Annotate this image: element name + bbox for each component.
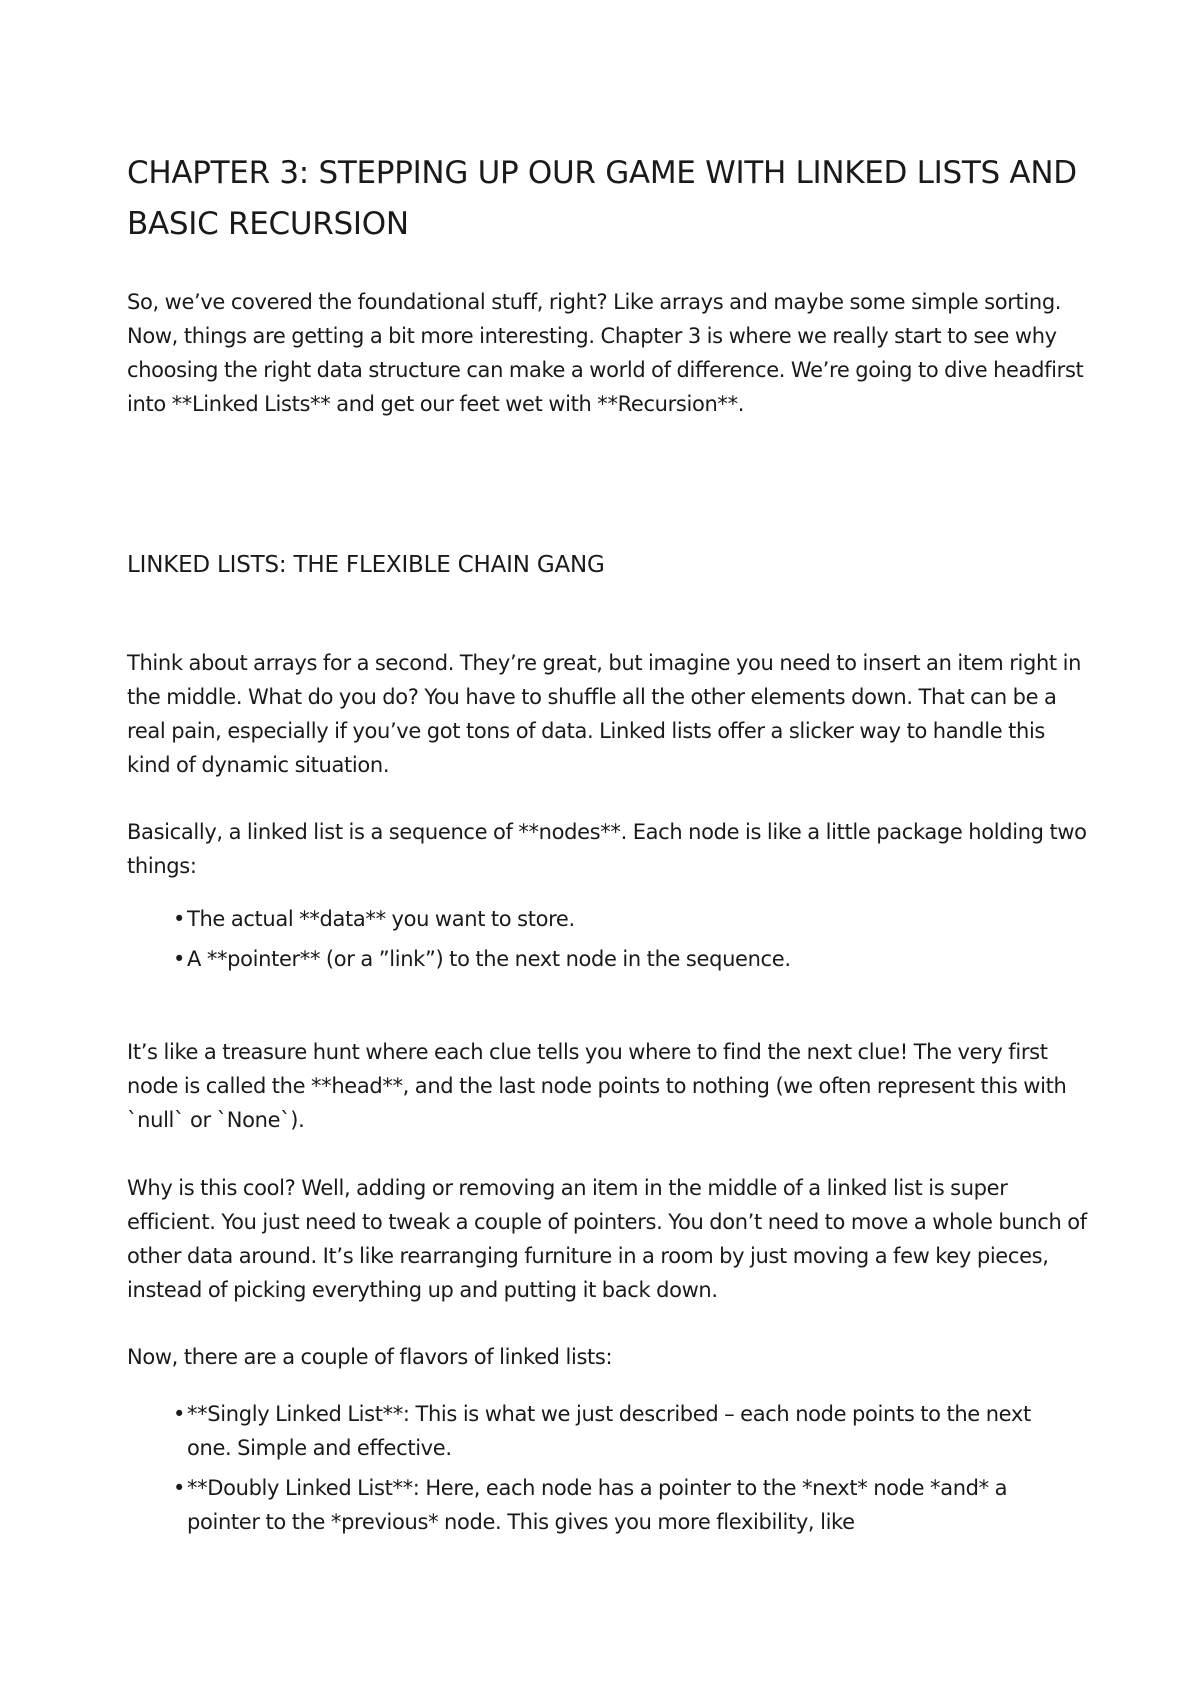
bullet-icon: •	[173, 947, 186, 971]
list-flavors	[173, 1397, 1073, 1545]
chapter-title: CHAPTER 3: STEPPING UP OUR GAME WITH LINKED LISTS AND BASIC RECURSION	[127, 155, 1077, 242]
paragraph-treasure-hunt: It’s like a treasure hunt where each clue tells you where to find the next clue! The very first node is called the **head**, and the last node points to nothing (we often represent this with `null` or `None`).	[127, 1040, 1067, 1132]
bullet-icon: •	[173, 1476, 186, 1500]
list-item-text: The actual **data** you want to store.	[187, 907, 575, 931]
paragraph-flavors: Now, there are a couple of flavors of linked lists:	[127, 1345, 613, 1369]
node-parts-list	[173, 902, 1073, 982]
list-item	[173, 902, 1073, 936]
paragraph-why-cool: Why is this cool? Well, adding or removing an item in the middle of a linked list is super efficient. You just need to tweak a couple of pointers. You don’t need to move a whole bunch of other data around. It’s like rearranging furniture in a room by just moving a few key pieces, instead of picking everything up and putting it back down.	[127, 1176, 1087, 1302]
list-item-text: **Singly Linked List**: This is what we just described – each node points to the next one. Simple and effective.	[187, 1402, 1031, 1460]
list-item	[173, 1471, 1073, 1539]
section-title-linked-lists: LINKED LISTS: THE FLEXIBLE CHAIN GANG	[127, 552, 605, 578]
list-item	[173, 942, 1073, 976]
intro-paragraph: So, we’ve covered the foundational stuff, right? Like arrays and maybe some simple sorting. Now, things are getting a bit more interesting. Chapter 3 is where we really start to see why choosing the right data structure can make a world of difference. We’re going to dive headfirst into **Linked Lists** and get our feet wet with **Recursion**.	[127, 290, 1084, 416]
bullet-icon: •	[173, 1402, 186, 1426]
list-item-text: **Doubly Linked List**: Here, each node has a pointer to the *next* node *and* a pointer to the *previous* node. This gives you more flexibility, like	[187, 1476, 1008, 1534]
bullet-icon: •	[173, 907, 186, 931]
paragraph-nodes: Basically, a linked list is a sequence of **nodes**. Each node is like a little package holding two things:	[127, 820, 1087, 878]
paragraph-arrays: Think about arrays for a second. They’re great, but imagine you need to insert an item right in the middle. What do you do? You have to shuffle all the other elements down. That can be a real pain, especially if you’ve got tons of data. Linked lists offer a slicker way to handle this kind of dynamic situation.	[127, 651, 1082, 777]
list-item-text: A **pointer** (or a ”link”) to the next node in the sequence.	[187, 947, 791, 971]
list-item	[173, 1397, 1073, 1465]
